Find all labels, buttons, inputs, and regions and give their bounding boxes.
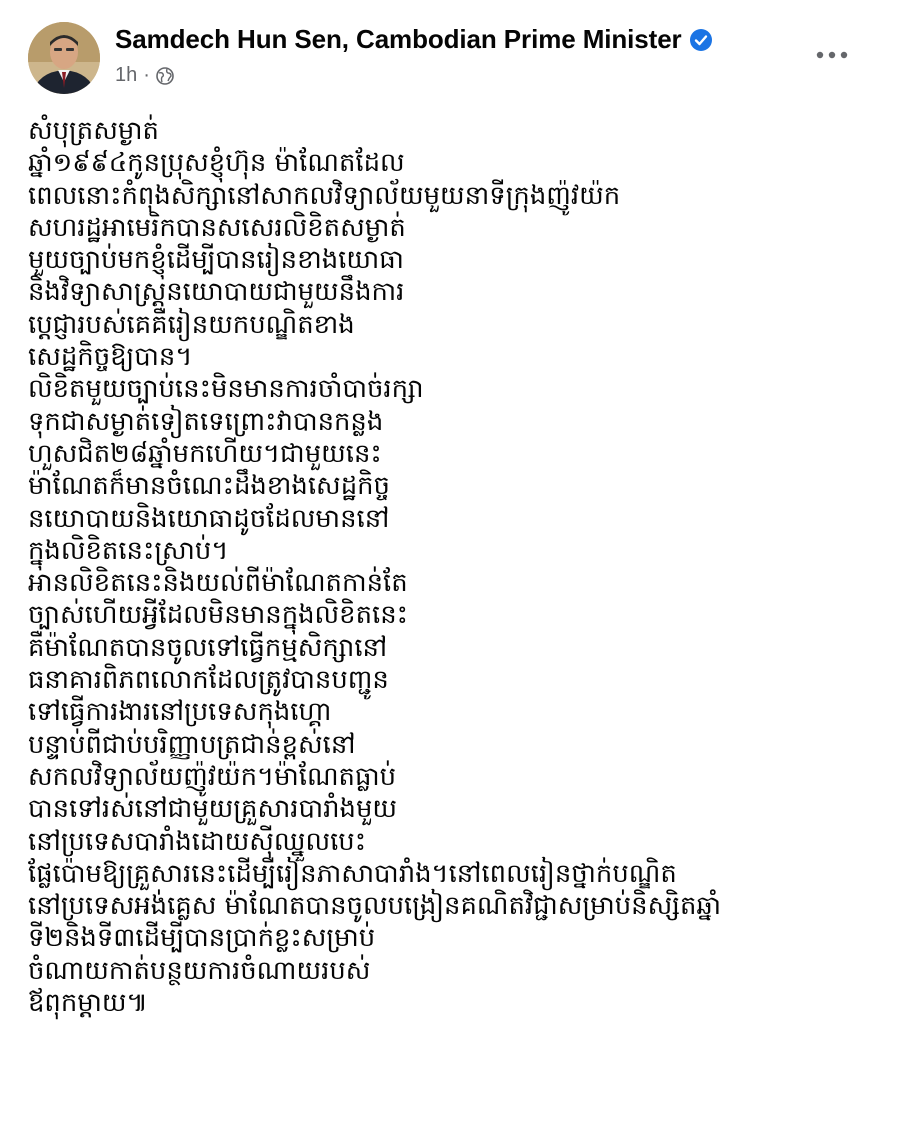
post-text-line: ក្នុងលិខិតនេះស្រាប់។ bbox=[28, 535, 229, 566]
post-text-line: ចំណាយកាត់បន្ថយការចំណាយរបស់ bbox=[28, 955, 371, 986]
post-header bbox=[28, 22, 882, 102]
author-row bbox=[115, 24, 712, 55]
post-text-line: បានទៅរស់នៅជាមួយគ្រួសារបារាំងមួយ bbox=[28, 794, 398, 825]
post-text-line: ប្តេជ្ញារបស់គេគឺរៀនយកបណ្ឌិតខាង bbox=[28, 309, 355, 340]
meta-separator: · bbox=[143, 64, 150, 86]
post-text-line: លិខិតមួយច្បាប់នេះមិនមានការចាំបាច់រក្សា bbox=[28, 374, 424, 405]
verified-badge-icon bbox=[690, 29, 712, 51]
post-text-line: ធនាគារពិភពលោកដែលត្រូវបានបញ្ជូន bbox=[28, 665, 389, 696]
globe-icon[interactable] bbox=[156, 67, 174, 85]
post-text-line: ទី២និងទី៣ដើម្បីបានប្រាក់ខ្លះសម្រាប់ bbox=[28, 923, 376, 954]
post-text-line: ម៉ាណែតក៏មានចំណេះដឹងខាងសេដ្ឋកិច្ច bbox=[28, 471, 390, 502]
more-options-icon bbox=[816, 51, 848, 59]
post-text-line: នៅប្រទេសបារាំងដោយស៊ីឈ្នួលបេះ bbox=[28, 826, 367, 857]
post-text-line: នៅប្រទេសអង់គ្លេស ម៉ាណែតបានចូលបង្រៀនគណិតវិជ្ជាសម្រាប់និស្សិតឆ្នាំ bbox=[28, 891, 722, 922]
post-text-line: អានលិខិតនេះនិងយល់ពីម៉ាណែតកាន់តែ bbox=[28, 568, 408, 599]
author-name[interactable]: Samdech Hun Sen, Cambodian Prime Minister bbox=[115, 24, 682, 54]
post-text-line: ទុកជាសម្ងាត់ទៀតទេព្រោះវាបានកន្លង bbox=[28, 406, 384, 437]
post-text-line: សំបុត្រសម្ងាត់ bbox=[28, 116, 159, 146]
post-text-line: ទៅធ្វើការងារនៅប្រទេសកុងហ្គោ bbox=[28, 697, 332, 728]
author-avatar[interactable] bbox=[28, 22, 100, 94]
post-text-line: ឪពុកម្តាយ៕ bbox=[28, 988, 149, 1019]
post-text-line: និងវិទ្យាសាស្ត្រនយោបាយជាមួយនឹងការ bbox=[28, 277, 405, 308]
post-text-line: មួយច្បាប់មកខ្ញុំដើម្បីបានរៀនខាងយោធា bbox=[28, 245, 404, 276]
post-meta bbox=[115, 64, 174, 87]
post-text-line: ច្បាស់ហើយអ្វីដែលមិនមានក្នុងលិខិតនេះ bbox=[28, 600, 409, 631]
post-text-line: ផ្លែប៉ោមឱ្យគ្រួសារនេះដើម្បីរៀនភាសាបារាំង។នៅពេលរៀនថ្នាក់បណ្ឌិត bbox=[28, 858, 677, 889]
post-text-line: ពេលនោះកំពុងសិក្សានៅសាកលវិទ្យាល័យមួយនាទីក្រុងញ៉ូវយ៉ក bbox=[28, 180, 621, 211]
post-text-line: សេដ្ឋកិច្ចឱ្យបាន។ bbox=[28, 342, 193, 373]
more-options-button[interactable] bbox=[812, 40, 852, 70]
post-text-line: បន្ទាប់ពីជាប់បរិញ្ញាបត្រជាន់ខ្ពស់នៅ bbox=[28, 729, 356, 760]
post-timestamp[interactable]: 1h bbox=[115, 64, 138, 86]
post-text-line: សកលវិទ្យាល័យញ៉ូវយ៉ក។ម៉ាណែតធ្លាប់ bbox=[28, 761, 397, 792]
avatar-photo-icon bbox=[28, 22, 100, 94]
post-text-line: នយោបាយនិងយោធាដូចដែលមាននៅ bbox=[28, 503, 390, 534]
post-body bbox=[28, 115, 882, 1019]
post-text-line: ឆ្នាំ១៩៩៤កូនប្រុសខ្ញុំហ៊ុន ម៉ាណែតដែល bbox=[28, 148, 405, 179]
post-text-line: សហរដ្ឋអាមេរិកបានសសេរលិខិតសម្ងាត់ bbox=[28, 212, 406, 243]
post-text-line: ហួសជិត២៨ឆ្នាំមកហើយ។ជាមួយនេះ bbox=[28, 438, 382, 469]
post-text-line: គឺម៉ាណែតបានចូលទៅធ្វើកម្មសិក្សានៅ bbox=[28, 632, 388, 663]
